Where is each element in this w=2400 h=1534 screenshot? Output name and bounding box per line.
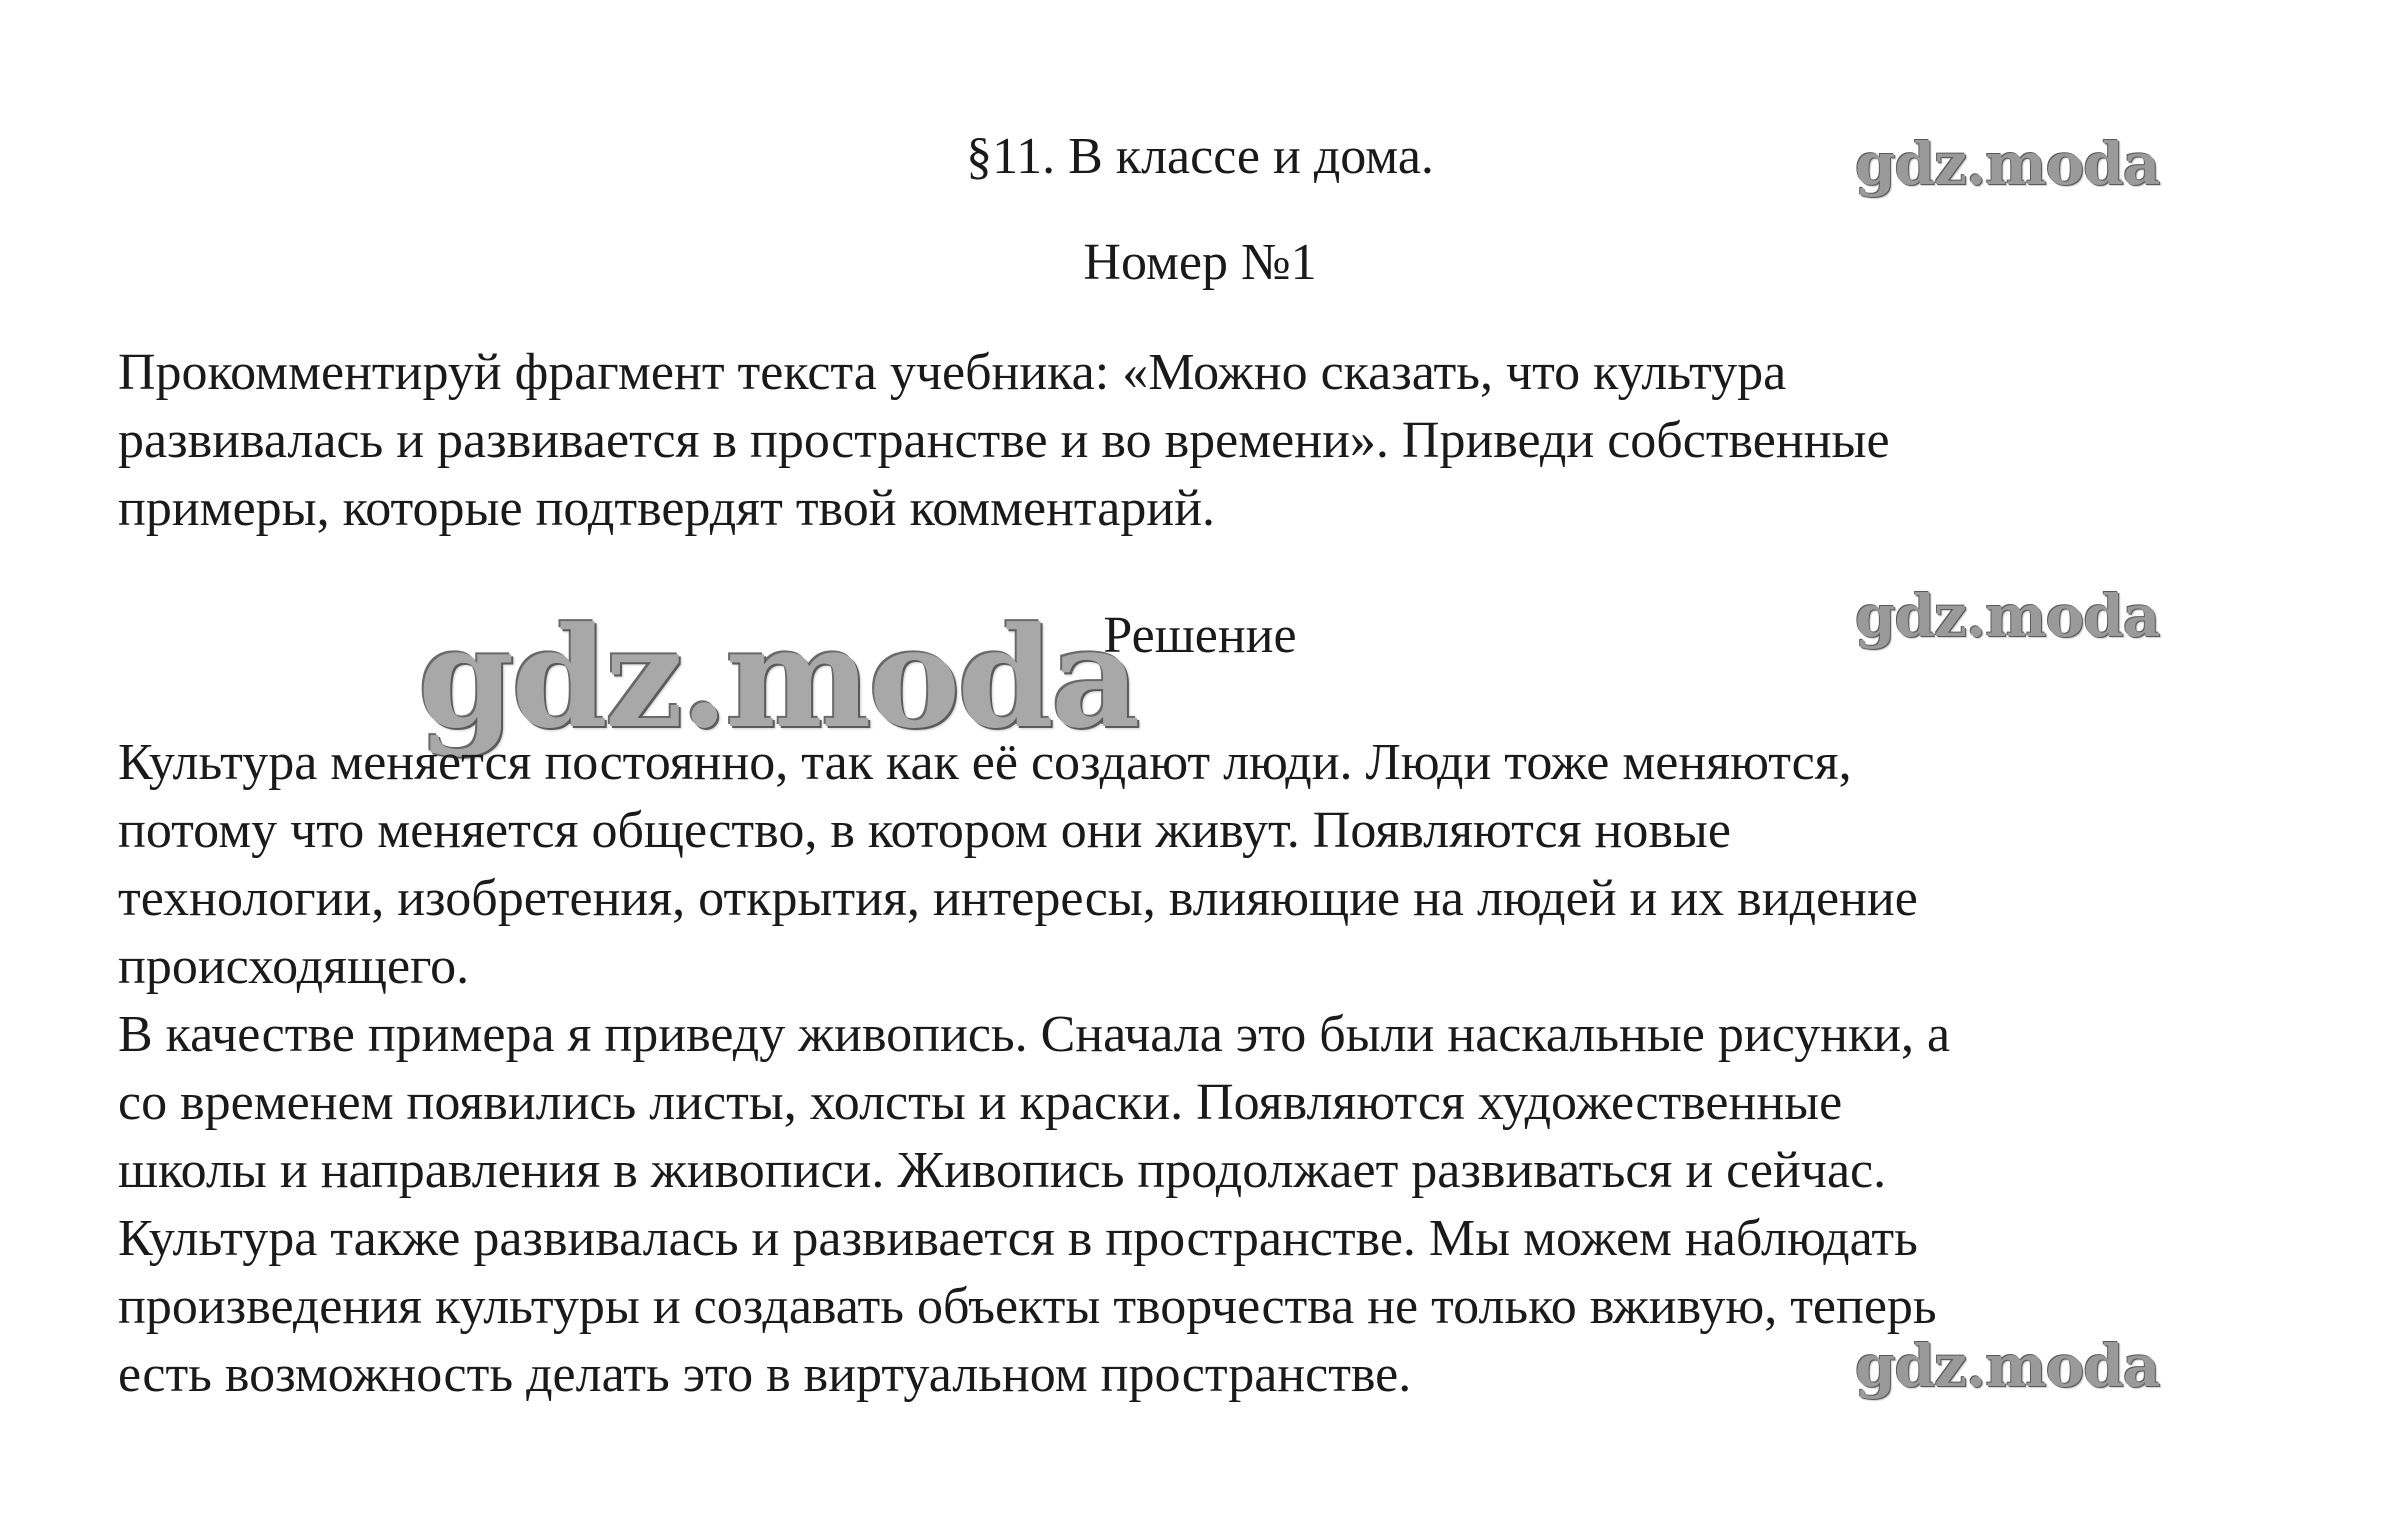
- task-line: Прокомментируй фрагмент текста учебника: «Можно сказать, что культура: [118, 344, 1787, 401]
- problem-number: Номер №1: [1083, 234, 1317, 291]
- watermark-top-right: gdz.moda: [1855, 130, 2160, 198]
- solution-line: В качестве примера я приведу живопись. Сначала это были наскальные рисунки, а: [118, 1006, 1951, 1063]
- solution-heading: Решение: [1103, 607, 1297, 664]
- solution-line: Культура также развивалась и развивается в пространстве. Мы можем наблюдать: [118, 1210, 1918, 1267]
- section-title: §11. В классе и дома.: [966, 128, 1434, 185]
- watermark-middle-right: gdz.moda: [1855, 582, 2160, 650]
- solution-line: есть возможность делать это в виртуальном пространстве.: [118, 1346, 1412, 1403]
- task-line: примеры, которые подтвердят твой комментарий.: [118, 480, 1216, 537]
- solution-line: Культура меняется постоянно, так как её создают люди. Люди тоже меняются,: [118, 734, 1852, 791]
- watermark-large-left: gdz.moda: [418, 596, 1138, 759]
- solution-line: школы и направления в живописи. Живопись продолжает развиваться и сейчас.: [118, 1142, 1887, 1199]
- solution-line: потому что меняется общество, в котором они живут. Появляются новые: [118, 802, 1731, 859]
- solution-line: со временем появились листы, холсты и краски. Появляются художественные: [118, 1074, 1843, 1131]
- task-line: развивалась и развивается в пространстве и во времени». Приведи собственные: [118, 412, 1890, 469]
- watermark-bottom-right: gdz.moda: [1855, 1332, 2160, 1400]
- solution-line: происходящего.: [118, 938, 470, 995]
- solution-line: произведения культуры и создавать объекты творчества не только вживую, теперь: [118, 1278, 1937, 1335]
- solution-line: технологии, изобретения, открытия, интересы, влияющие на людей и их видение: [118, 870, 1918, 927]
